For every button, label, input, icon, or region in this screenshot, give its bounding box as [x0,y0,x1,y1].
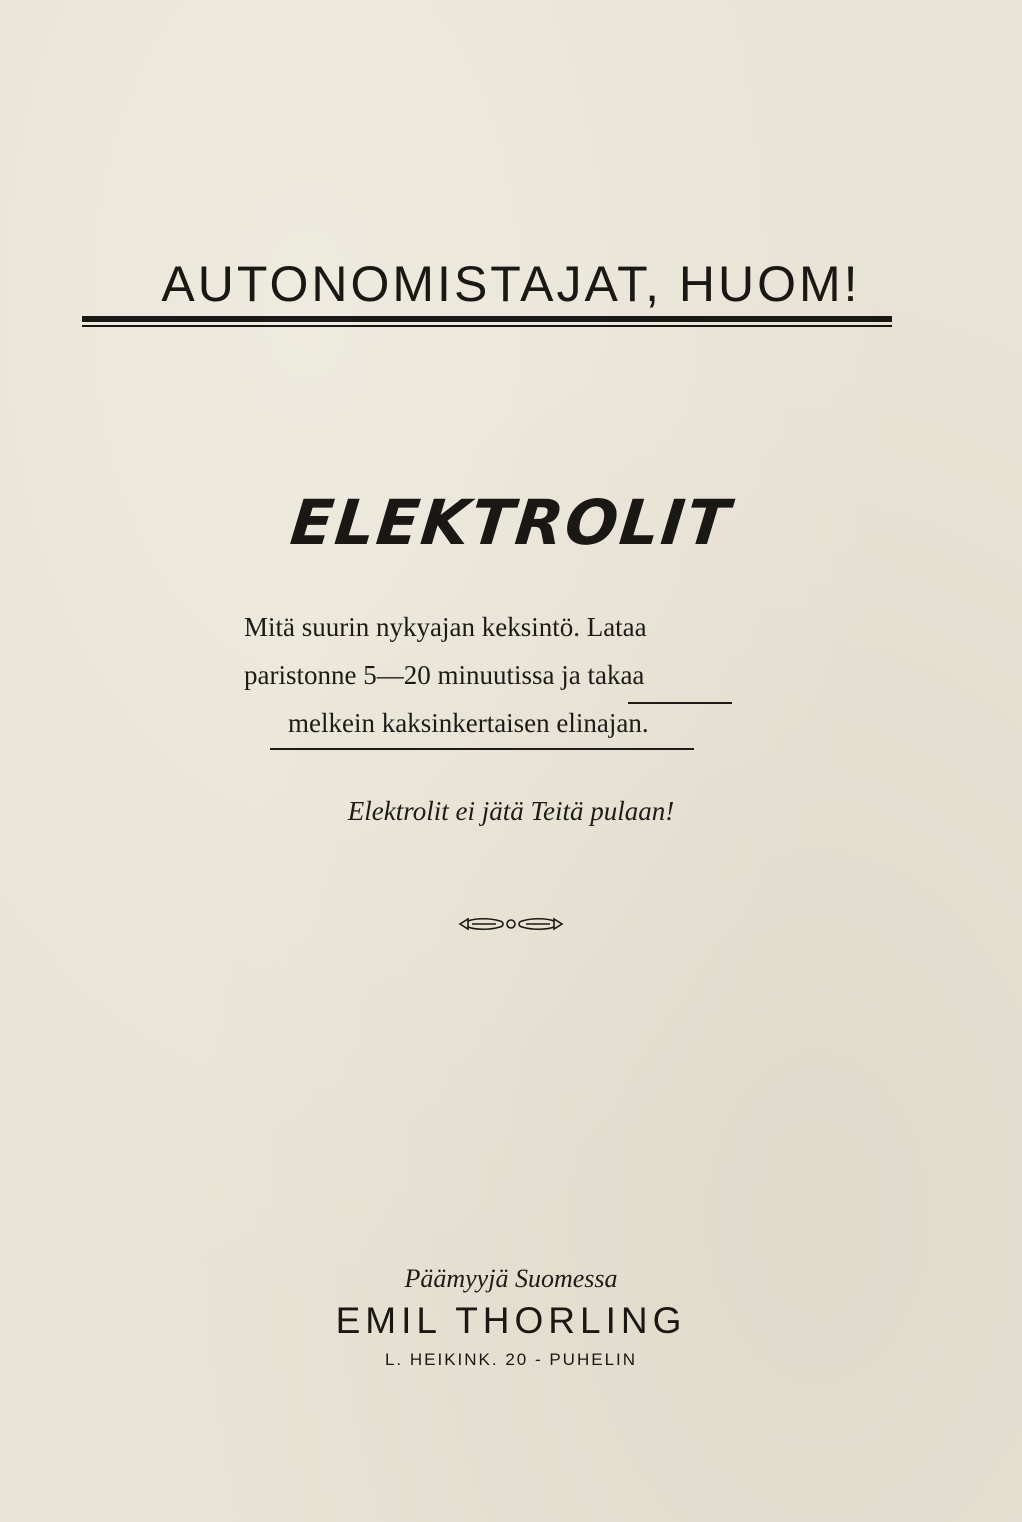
ad-heading: AUTONOMISTAJAT, HUOM! [161,256,861,312]
importer-label: Päämyyjä Suomessa [404,1264,618,1293]
heading-rule-thick [82,316,892,322]
brand-name: ELEKTROLIT [287,486,735,559]
description-underline-1 [628,702,732,704]
ornament-icon [0,912,1022,936]
heading-rule-thin [82,325,892,327]
description-line-1: Mitä suurin nykyajan keksintö. Lataa [244,612,647,642]
description-underline-2 [270,748,694,750]
slogan: Elektrolit ei jätä Teitä pulaan! [347,796,675,826]
company-name: EMIL THORLING [335,1300,687,1341]
description-line-2: paristonne 5—20 minuutissa ja takaa [244,660,645,690]
description-line-3: melkein kaksinkertaisen elinajan. [288,708,649,738]
company-address: L. HEIKINK. 20 - PUHELIN [384,1350,638,1369]
